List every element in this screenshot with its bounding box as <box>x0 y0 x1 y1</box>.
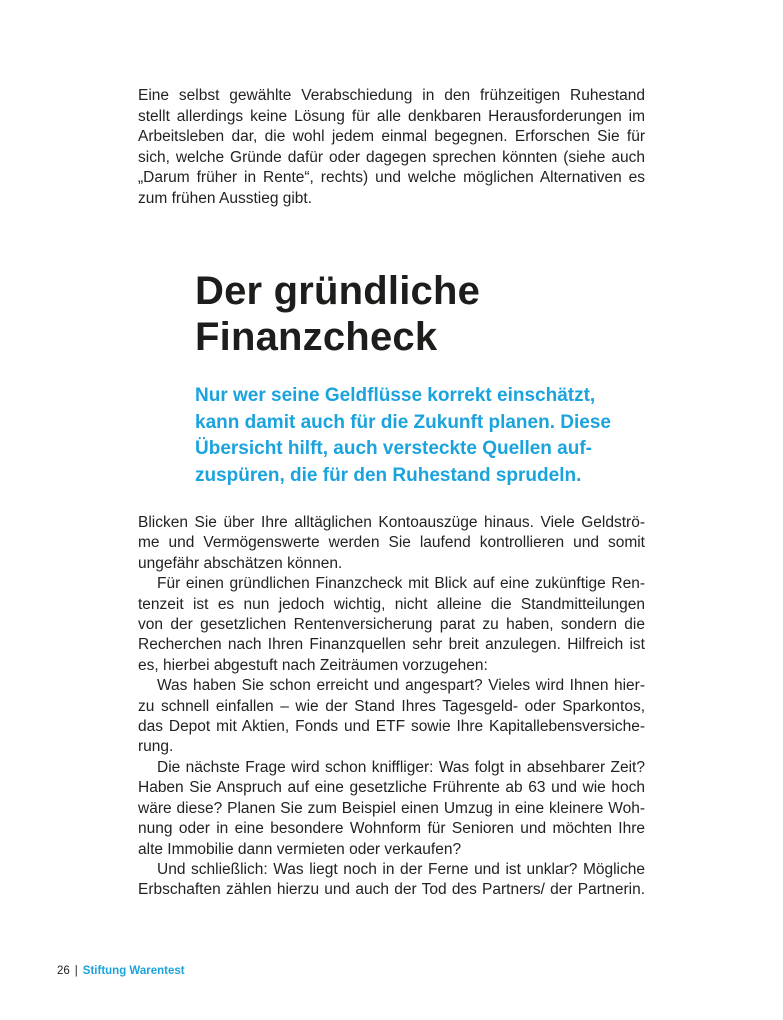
body-text <box>138 513 645 901</box>
body-line: me und Vermögenswerte werden Sie laufend kontrollieren und somit <box>138 534 645 552</box>
body-line: Recherchen nach Ihren Finanzquellen sehr breit anzulegen. Hilfreich ist <box>138 636 645 654</box>
body-line: ungefähr abschätzen können. <box>138 554 343 572</box>
body-line: Die nächste Frage wird schon kniffliger: Was folgt in absehbarer Zeit? <box>157 758 645 776</box>
publisher-name: Stiftung Warentest <box>82 965 185 977</box>
body-line: tenzeit ist es nun jedoch wichtig, nicht alleine die Standmitteilungen <box>138 595 645 613</box>
body-line: Was haben Sie schon erreicht und angespart? Vieles wird Ihnen hier- <box>157 677 645 695</box>
lead-line: kann damit auch für die Zukunft planen. Diese <box>195 411 611 433</box>
body-line: zu schnell einfallen – wie der Stand Ihres Tagesgeld- oder Sparkontos, <box>138 697 645 715</box>
body-line: Und schließlich: Was liegt noch in der Ferne und ist unklar? Mögliche <box>157 860 645 878</box>
lead-paragraph <box>195 383 635 489</box>
body-line: wäre diese? Planen Sie zum Beispiel einen Umzug in eine kleinere Woh- <box>138 799 645 817</box>
body-line: alte Immobilie dann vermieten oder verkaufen? <box>138 840 462 858</box>
page-number: 26 <box>57 965 70 977</box>
body-line: nung oder in eine besondere Wohnform für Senioren und möchten Ihre <box>138 820 645 838</box>
heading-line: Der gründliche <box>195 269 481 313</box>
intro-line: Arbeitsleben dar, die wohl jedem einmal begegnen. Erforschen Sie für <box>138 128 645 145</box>
lead-line: Nur wer seine Geldflüsse korrekt einschätzt, <box>195 385 596 406</box>
body-line: das Depot mit Aktien, Fonds und ETF sowie Ihre Kapitallebensversiche- <box>138 718 645 736</box>
footer-separator: | <box>74 965 78 977</box>
lead-line: Übersicht hilft, auch versteckte Quellen auf- <box>195 438 592 459</box>
lead-line: zuspüren, die für den Ruhestand sprudeln. <box>195 464 582 486</box>
body-line: Blicken Sie über Ihre alltäglichen Kontoauszüge hinaus. Viele Geldströ- <box>138 514 645 531</box>
body-line: es, hierbei abgestuft nach Zeiträumen vorzugehen: <box>138 656 488 674</box>
intro-line: stellt allerdings keine Lösung für alle denkbaren Herausforderungen im <box>138 107 645 125</box>
intro-line: Eine selbst gewählte Verabschiedung in den frühzeitigen Ruhestand <box>138 87 645 104</box>
body-line: Erbschaften zählen hierzu und auch der Tod des Partners/ der Partnerin. <box>138 881 645 899</box>
body-line: Haben Sie Anspruch auf eine gesetzliche Frührente ab 63 und wie hoch <box>138 779 645 797</box>
intro-line: „Darum früher in Rente“, rechts) und welche möglichen Alternativen es <box>138 169 645 186</box>
intro-paragraph <box>138 86 645 209</box>
page-footer <box>57 964 185 978</box>
section-heading <box>195 268 655 360</box>
intro-line: sich, welche Gründe dafür oder dagegen sprechen könnten (siehe auch <box>138 148 645 166</box>
body-line: von der gesetzlichen Rentenversicherung parat zu haben, sondern die <box>138 616 645 634</box>
intro-line: zum frühen Ausstieg gibt. <box>138 189 313 207</box>
heading-line: Finanzcheck <box>195 315 438 359</box>
body-line: rung. <box>138 738 174 756</box>
body-line: Für einen gründlichen Finanzcheck mit Blick auf eine zukünftige Ren- <box>157 575 645 593</box>
